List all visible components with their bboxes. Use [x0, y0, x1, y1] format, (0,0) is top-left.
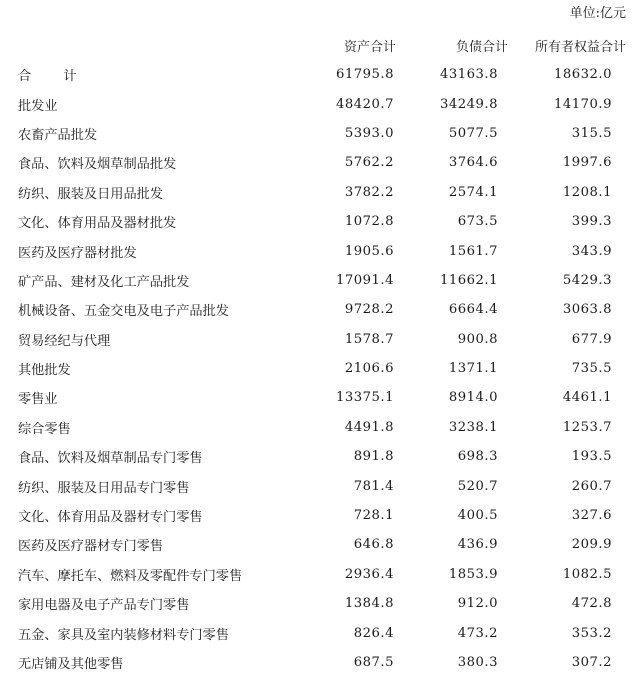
row-name: 贸易经纪与代理 [18, 333, 111, 349]
table-row [14, 501, 626, 530]
row-name: 无店铺及其他零售 [18, 657, 124, 672]
row-assets: 891.8 [353, 449, 394, 465]
row-name: 其他批发 [18, 363, 71, 379]
header-liabilities: 负债合计 [455, 39, 508, 55]
table-body [14, 60, 626, 677]
table-row [14, 442, 626, 471]
row-liabilities: 11662.1 [439, 272, 498, 288]
row-equity: 315.5 [571, 125, 612, 141]
table-row [14, 560, 626, 589]
table-row [14, 119, 626, 148]
row-name: 医药及医疗器材批发 [18, 245, 137, 261]
row-equity: 677.9 [571, 331, 612, 347]
row-liabilities: 1853.9 [448, 566, 498, 582]
balance-table [14, 30, 626, 677]
row-liabilities: 900.8 [457, 331, 498, 347]
row-liabilities: 673.5 [457, 214, 498, 230]
row-liabilities: 912.0 [457, 596, 498, 612]
row-equity: 307.2 [571, 655, 612, 670]
row-assets: 1072.8 [344, 214, 394, 230]
row-equity: 735.5 [571, 361, 612, 377]
table-row [14, 413, 626, 442]
row-liabilities: 34249.8 [439, 96, 498, 112]
row-liabilities: 3764.6 [448, 155, 498, 171]
row-assets: 826.4 [353, 625, 394, 641]
row-assets: 13375.1 [335, 390, 394, 406]
row-equity: 3063.8 [562, 302, 612, 318]
table-row [14, 89, 626, 118]
row-equity: 209.9 [571, 537, 612, 553]
row-equity: 18632.0 [553, 67, 612, 83]
row-equity: 4461.1 [562, 390, 612, 406]
row-equity: 193.5 [571, 449, 612, 465]
row-name: 文化、体育用品及器材批发 [18, 216, 177, 232]
row-name: 农畜产品批发 [18, 127, 98, 143]
table-row [14, 207, 626, 236]
table-row [14, 530, 626, 559]
row-assets: 17091.4 [335, 272, 394, 288]
row-name: 批发业 [18, 98, 58, 114]
table-row [14, 589, 626, 618]
row-assets: 3782.2 [344, 184, 394, 200]
row-equity: 1253.7 [562, 419, 612, 435]
row-assets: 5393.0 [344, 125, 394, 141]
row-assets: 2106.6 [344, 361, 394, 377]
row-name: 矿产品、建材及化工产品批发 [18, 274, 190, 290]
row-equity: 343.9 [571, 243, 612, 259]
row-assets: 61795.8 [335, 67, 394, 83]
table-row [14, 295, 626, 324]
row-equity: 1082.5 [562, 566, 612, 582]
table-row [14, 266, 626, 295]
row-name: 纺织、服装及日用品批发 [18, 186, 164, 202]
table-row [14, 325, 626, 354]
table-row [14, 383, 626, 412]
row-equity: 5429.3 [562, 272, 612, 288]
row-assets: 1578.7 [344, 331, 394, 347]
table-row [14, 236, 626, 265]
row-equity: 353.2 [571, 625, 612, 641]
row-name: 医药及医疗器材专门零售 [18, 539, 164, 555]
row-liabilities: 5077.5 [448, 125, 498, 141]
row-name: 五金、家具及室内装修材料专门零售 [18, 627, 229, 643]
row-name: 食品、饮料及烟草制品批发 [18, 157, 177, 173]
table-row [14, 354, 626, 383]
row-liabilities: 6664.4 [448, 302, 498, 318]
row-liabilities: 400.5 [457, 508, 498, 524]
row-assets: 1905.6 [344, 243, 394, 259]
row-name: 食品、饮料及烟草制品专门零售 [18, 451, 203, 467]
row-equity: 260.7 [571, 478, 612, 494]
row-name: 机械设备、五金交电及电子产品批发 [18, 304, 229, 320]
row-assets: 9728.2 [344, 302, 394, 318]
row-equity: 327.6 [571, 508, 612, 524]
row-assets: 646.8 [353, 537, 394, 553]
table-row [14, 178, 626, 207]
header-assets: 资产合计 [343, 39, 396, 55]
row-name: 文化、体育用品及器材专门零售 [18, 510, 203, 526]
header-row [14, 30, 626, 60]
row-assets: 2936.4 [344, 566, 394, 582]
table-row [14, 148, 626, 177]
row-liabilities: 380.3 [457, 655, 498, 670]
row-assets: 728.1 [353, 508, 394, 524]
row-assets: 781.4 [353, 478, 394, 494]
unit-label: 单位:亿元 [569, 6, 626, 21]
header-equity: 所有者权益合计 [534, 39, 626, 55]
row-name: 合 计 [18, 69, 91, 85]
row-assets: 1384.8 [344, 596, 394, 612]
row-name: 综合零售 [18, 421, 71, 437]
table-header [14, 30, 626, 60]
row-liabilities: 520.7 [457, 478, 498, 494]
row-name: 零售业 [18, 392, 58, 408]
row-liabilities: 473.2 [457, 625, 498, 641]
table-row [14, 648, 626, 677]
row-assets: 4491.8 [344, 419, 394, 435]
row-equity: 1208.1 [562, 184, 612, 200]
row-assets: 687.5 [353, 655, 394, 670]
row-equity: 1997.6 [562, 155, 612, 171]
row-assets: 48420.7 [335, 96, 394, 112]
row-equity: 14170.9 [553, 96, 612, 112]
row-name: 家用电器及电子产品专门零售 [18, 598, 190, 614]
row-equity: 399.3 [571, 214, 612, 230]
row-liabilities: 1371.1 [448, 361, 498, 377]
row-liabilities: 698.3 [457, 449, 498, 465]
row-liabilities: 43163.8 [439, 67, 498, 83]
table-row [14, 471, 626, 500]
row-liabilities: 436.9 [457, 537, 498, 553]
row-assets: 5762.2 [344, 155, 394, 171]
row-liabilities: 1561.7 [448, 243, 498, 259]
table-row [14, 60, 626, 89]
row-name: 纺织、服装及日用品专门零售 [18, 480, 190, 496]
header-name-col [14, 30, 306, 60]
table-row [14, 618, 626, 647]
row-liabilities: 3238.1 [448, 419, 498, 435]
row-name: 汽车、摩托车、燃料及零配件专门零售 [18, 568, 243, 584]
row-liabilities: 2574.1 [448, 184, 498, 200]
row-liabilities: 8914.0 [448, 390, 498, 406]
row-equity: 472.8 [571, 596, 612, 612]
